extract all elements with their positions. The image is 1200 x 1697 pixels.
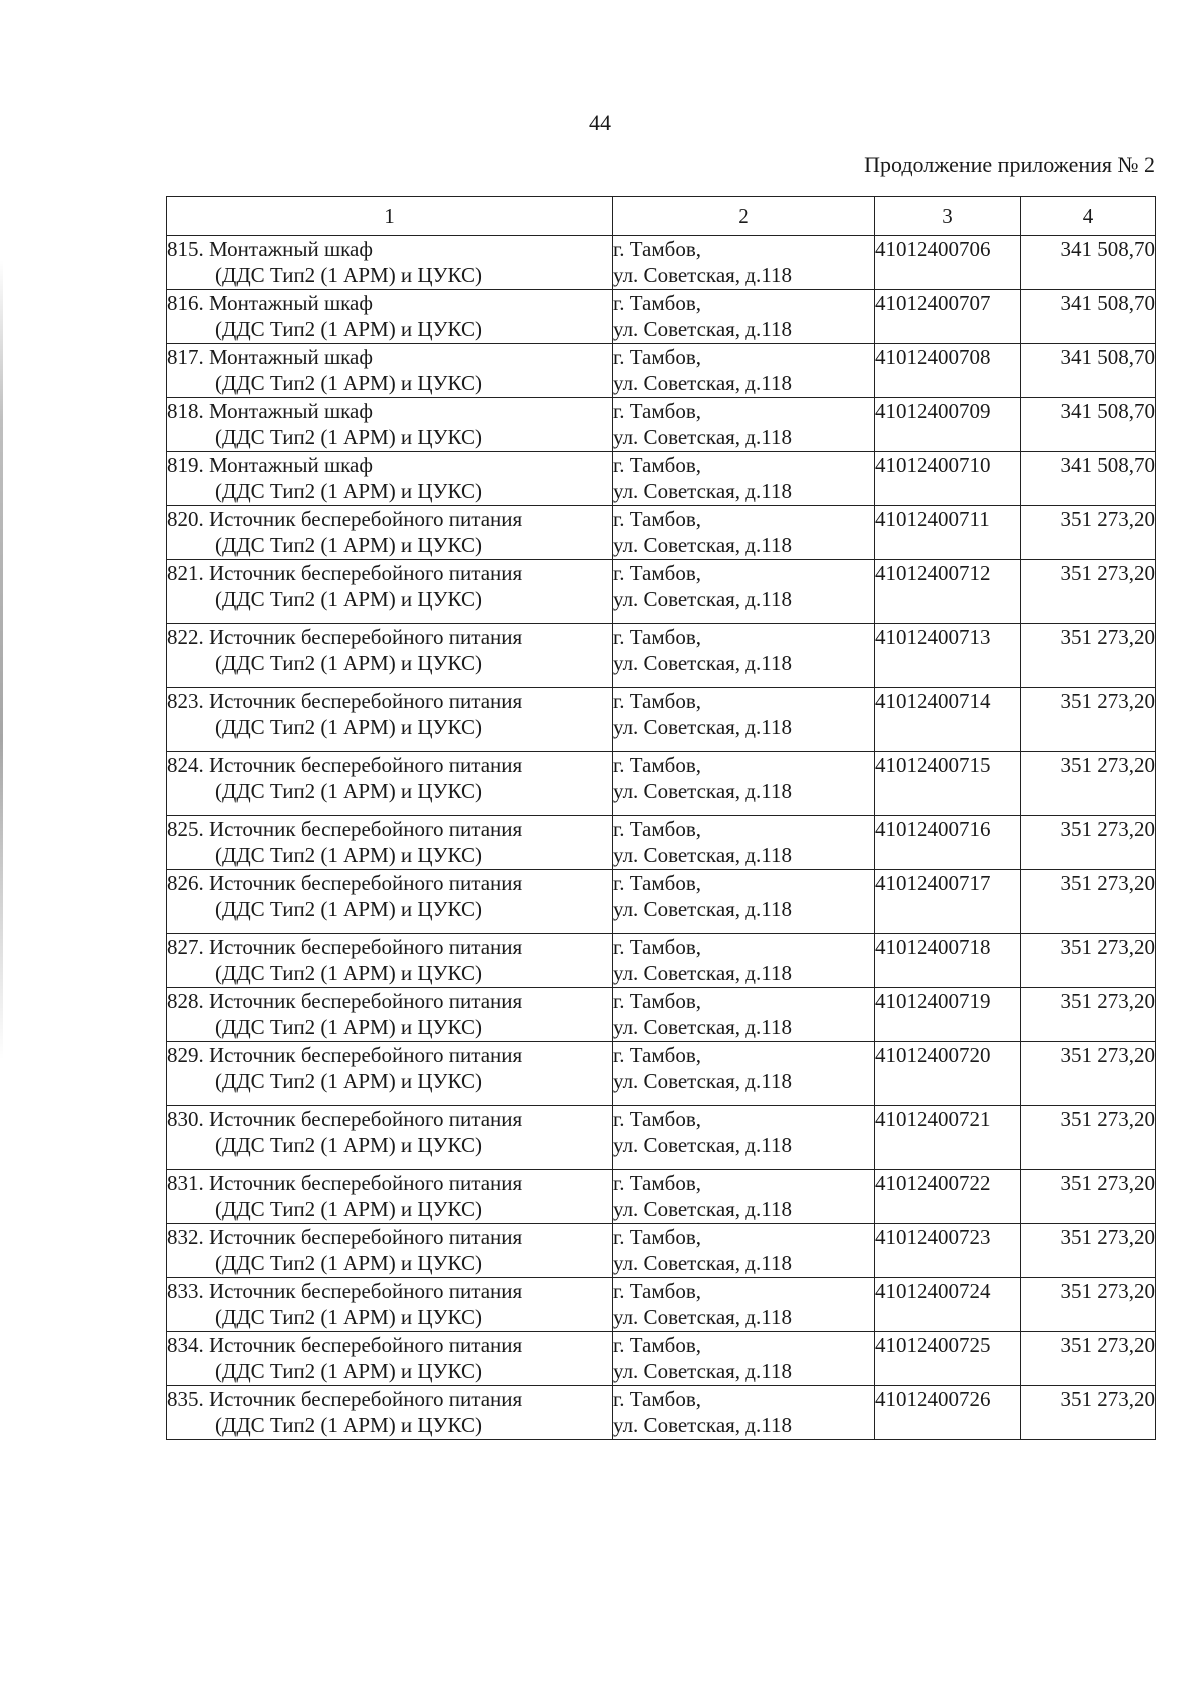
address-street: ул. Советская, д.118 bbox=[613, 1197, 792, 1221]
address-street: ул. Советская, д.118 bbox=[613, 479, 792, 503]
cost-cell: 351 273,20 bbox=[1021, 752, 1156, 816]
item-name-cell bbox=[167, 934, 613, 988]
item-name-cell bbox=[167, 452, 613, 506]
item-name-cell bbox=[167, 752, 613, 816]
address-cell bbox=[613, 752, 875, 816]
table-row bbox=[167, 236, 1156, 290]
address-street: ул. Советская, д.118 bbox=[613, 1251, 792, 1275]
address-street: ул. Советская, д.118 bbox=[613, 317, 792, 341]
address-cell bbox=[613, 1042, 875, 1106]
address-cell bbox=[613, 452, 875, 506]
table-row bbox=[167, 1170, 1156, 1224]
table-row bbox=[167, 290, 1156, 344]
address-street: ул. Советская, д.118 bbox=[613, 425, 792, 449]
address-cell bbox=[613, 1386, 875, 1440]
address-cell bbox=[613, 344, 875, 398]
item-name: Источник бесперебойного питания bbox=[209, 1107, 523, 1131]
address-city: г. Тамбов, bbox=[613, 345, 702, 369]
table-row bbox=[167, 870, 1156, 934]
item-name: Источник бесперебойного питания bbox=[209, 1279, 523, 1303]
item-name-detail: (ДДС Тип2 (1 АРМ) и ЦУКС) bbox=[215, 479, 482, 503]
address-cell bbox=[613, 988, 875, 1042]
appendix-continuation-note: Продолжение приложения № 2 bbox=[864, 152, 1155, 177]
item-number: 821. bbox=[167, 561, 204, 585]
address-cell bbox=[613, 1332, 875, 1386]
item-name-line bbox=[167, 1386, 612, 1412]
cost-cell: 341 508,70 bbox=[1021, 290, 1156, 344]
address-street: ул. Советская, д.118 bbox=[613, 533, 792, 557]
item-name: Источник бесперебойного питания bbox=[209, 753, 523, 777]
address-cell bbox=[613, 1170, 875, 1224]
item-number: 833. bbox=[167, 1279, 204, 1303]
address-city: г. Тамбов, bbox=[613, 399, 702, 423]
address-cell bbox=[613, 290, 875, 344]
item-number: 816. bbox=[167, 291, 204, 315]
address-city: г. Тамбов, bbox=[613, 1279, 702, 1303]
address-street: ул. Советская, д.118 bbox=[613, 587, 792, 611]
item-name-cell bbox=[167, 688, 613, 752]
item-name-cell bbox=[167, 506, 613, 560]
item-name-cell bbox=[167, 398, 613, 452]
item-name-line bbox=[167, 1170, 612, 1196]
cost-cell: 351 273,20 bbox=[1021, 1278, 1156, 1332]
cost-cell: 351 273,20 bbox=[1021, 1386, 1156, 1440]
table-row bbox=[167, 988, 1156, 1042]
item-name-cell bbox=[167, 1170, 613, 1224]
address-street: ул. Советская, д.118 bbox=[613, 897, 792, 921]
item-name: Источник бесперебойного питания bbox=[209, 1171, 523, 1195]
address-cell bbox=[613, 624, 875, 688]
inventory-number-cell: 41012400711 bbox=[875, 506, 1021, 560]
cost-cell: 351 273,20 bbox=[1021, 934, 1156, 988]
table-row bbox=[167, 624, 1156, 688]
address-city: г. Тамбов, bbox=[613, 935, 702, 959]
address-city: г. Тамбов, bbox=[613, 291, 702, 315]
inventory-number-cell: 41012400718 bbox=[875, 934, 1021, 988]
item-name: Источник бесперебойного питания bbox=[209, 561, 523, 585]
item-name: Источник бесперебойного питания bbox=[209, 871, 523, 895]
item-name-detail: (ДДС Тип2 (1 АРМ) и ЦУКС) bbox=[215, 897, 482, 921]
item-name-detail: (ДДС Тип2 (1 АРМ) и ЦУКС) bbox=[215, 533, 482, 557]
cost-cell: 351 273,20 bbox=[1021, 506, 1156, 560]
table-row bbox=[167, 752, 1156, 816]
item-name-line bbox=[167, 870, 612, 896]
item-name: Монтажный шкаф bbox=[209, 291, 373, 315]
inventory-number-cell: 41012400707 bbox=[875, 290, 1021, 344]
item-name-detail: (ДДС Тип2 (1 АРМ) и ЦУКС) bbox=[215, 1133, 482, 1157]
address-street: ул. Советская, д.118 bbox=[613, 371, 792, 395]
item-name-line bbox=[167, 1224, 612, 1250]
item-name-cell bbox=[167, 1224, 613, 1278]
table-row bbox=[167, 1042, 1156, 1106]
address-city: г. Тамбов, bbox=[613, 1171, 702, 1195]
inventory-number-cell: 41012400713 bbox=[875, 624, 1021, 688]
item-number: 819. bbox=[167, 453, 204, 477]
item-name-cell bbox=[167, 290, 613, 344]
cost-cell: 341 508,70 bbox=[1021, 452, 1156, 506]
address-cell bbox=[613, 688, 875, 752]
item-name-detail: (ДДС Тип2 (1 АРМ) и ЦУКС) bbox=[215, 317, 482, 341]
page-number: 44 bbox=[589, 110, 611, 135]
item-name-cell bbox=[167, 236, 613, 290]
item-name: Источник бесперебойного питания bbox=[209, 989, 523, 1013]
item-number: 832. bbox=[167, 1225, 204, 1249]
address-city: г. Тамбов, bbox=[613, 871, 702, 895]
inventory-number-cell: 41012400709 bbox=[875, 398, 1021, 452]
column-header-3: 3 bbox=[875, 197, 1021, 236]
address-city: г. Тамбов, bbox=[613, 1043, 702, 1067]
cost-cell: 351 273,20 bbox=[1021, 688, 1156, 752]
address-city: г. Тамбов, bbox=[613, 989, 702, 1013]
address-street: ул. Советская, д.118 bbox=[613, 1015, 792, 1039]
inventory-number-cell: 41012400717 bbox=[875, 870, 1021, 934]
inventory-number-cell: 41012400723 bbox=[875, 1224, 1021, 1278]
item-name-detail: (ДДС Тип2 (1 АРМ) и ЦУКС) bbox=[215, 779, 482, 803]
address-cell bbox=[613, 1224, 875, 1278]
item-name-line bbox=[167, 398, 612, 424]
address-city: г. Тамбов, bbox=[613, 237, 702, 261]
address-city: г. Тамбов, bbox=[613, 1225, 702, 1249]
address-city: г. Тамбов, bbox=[613, 689, 702, 713]
item-name-detail: (ДДС Тип2 (1 АРМ) и ЦУКС) bbox=[215, 1069, 482, 1093]
address-cell bbox=[613, 560, 875, 624]
item-name-line bbox=[167, 344, 612, 370]
scan-edge-shadow bbox=[0, 260, 3, 1060]
address-cell bbox=[613, 934, 875, 988]
address-cell bbox=[613, 1106, 875, 1170]
cost-cell: 341 508,70 bbox=[1021, 398, 1156, 452]
inventory-number-cell: 41012400726 bbox=[875, 1386, 1021, 1440]
item-name: Источник бесперебойного питания bbox=[209, 507, 523, 531]
inventory-number-cell: 41012400724 bbox=[875, 1278, 1021, 1332]
item-name-detail: (ДДС Тип2 (1 АРМ) и ЦУКС) bbox=[215, 843, 482, 867]
item-name-detail: (ДДС Тип2 (1 АРМ) и ЦУКС) bbox=[215, 425, 482, 449]
inventory-number-cell: 41012400708 bbox=[875, 344, 1021, 398]
item-name-cell bbox=[167, 1278, 613, 1332]
item-name-line bbox=[167, 752, 612, 778]
cost-cell: 351 273,20 bbox=[1021, 816, 1156, 870]
item-name-line bbox=[167, 688, 612, 714]
item-name-line bbox=[167, 560, 612, 586]
address-street: ул. Советская, д.118 bbox=[613, 843, 792, 867]
address-street: ул. Советская, д.118 bbox=[613, 1133, 792, 1157]
table-row bbox=[167, 1278, 1156, 1332]
address-street: ул. Советская, д.118 bbox=[613, 651, 792, 675]
item-name-detail: (ДДС Тип2 (1 АРМ) и ЦУКС) bbox=[215, 961, 482, 985]
address-cell bbox=[613, 506, 875, 560]
item-name-detail: (ДДС Тип2 (1 АРМ) и ЦУКС) bbox=[215, 1251, 482, 1275]
item-number: 830. bbox=[167, 1107, 204, 1131]
inventory-number-cell: 41012400716 bbox=[875, 816, 1021, 870]
address-street: ул. Советская, д.118 bbox=[613, 779, 792, 803]
table-row bbox=[167, 1386, 1156, 1440]
table-row bbox=[167, 560, 1156, 624]
table-row bbox=[167, 1224, 1156, 1278]
inventory-number-cell: 41012400706 bbox=[875, 236, 1021, 290]
item-name-detail: (ДДС Тип2 (1 АРМ) и ЦУКС) bbox=[215, 263, 482, 287]
item-name-detail: (ДДС Тип2 (1 АРМ) и ЦУКС) bbox=[215, 651, 482, 675]
inventory-number-cell: 41012400712 bbox=[875, 560, 1021, 624]
table-row bbox=[167, 1332, 1156, 1386]
item-name-line bbox=[167, 1106, 612, 1132]
item-number: 827. bbox=[167, 935, 204, 959]
item-name: Источник бесперебойного питания bbox=[209, 1333, 523, 1357]
address-city: г. Тамбов, bbox=[613, 507, 702, 531]
address-city: г. Тамбов, bbox=[613, 1333, 702, 1357]
item-name-detail: (ДДС Тип2 (1 АРМ) и ЦУКС) bbox=[215, 1015, 482, 1039]
item-name: Источник бесперебойного питания bbox=[209, 1225, 523, 1249]
table-row bbox=[167, 344, 1156, 398]
cost-cell: 351 273,20 bbox=[1021, 560, 1156, 624]
address-city: г. Тамбов, bbox=[613, 453, 702, 477]
address-cell bbox=[613, 816, 875, 870]
table-body bbox=[167, 236, 1156, 1440]
item-name-line bbox=[167, 624, 612, 650]
cost-cell: 351 273,20 bbox=[1021, 624, 1156, 688]
table-header-row bbox=[167, 197, 1156, 236]
item-name: Монтажный шкаф bbox=[209, 345, 373, 369]
item-name-cell bbox=[167, 816, 613, 870]
item-name-line bbox=[167, 1332, 612, 1358]
address-street: ул. Советская, д.118 bbox=[613, 1413, 792, 1437]
property-registry-table bbox=[166, 196, 1156, 1440]
item-name-cell bbox=[167, 344, 613, 398]
address-cell bbox=[613, 236, 875, 290]
cost-cell: 351 273,20 bbox=[1021, 870, 1156, 934]
item-number: 825. bbox=[167, 817, 204, 841]
address-city: г. Тамбов, bbox=[613, 1107, 702, 1131]
item-number: 828. bbox=[167, 989, 204, 1013]
inventory-number-cell: 41012400715 bbox=[875, 752, 1021, 816]
item-name: Источник бесперебойного питания bbox=[209, 1387, 523, 1411]
table-row bbox=[167, 688, 1156, 752]
item-name-cell bbox=[167, 1106, 613, 1170]
address-cell bbox=[613, 870, 875, 934]
item-name: Монтажный шкаф bbox=[209, 237, 373, 261]
inventory-number-cell: 41012400710 bbox=[875, 452, 1021, 506]
inventory-number-cell: 41012400719 bbox=[875, 988, 1021, 1042]
item-number: 818. bbox=[167, 399, 204, 423]
item-name-line bbox=[167, 988, 612, 1014]
item-name: Источник бесперебойного питания bbox=[209, 935, 523, 959]
item-number: 822. bbox=[167, 625, 204, 649]
inventory-number-cell: 41012400721 bbox=[875, 1106, 1021, 1170]
item-name-cell bbox=[167, 624, 613, 688]
item-number: 815. bbox=[167, 237, 204, 261]
item-name-line bbox=[167, 452, 612, 478]
item-name-detail: (ДДС Тип2 (1 АРМ) и ЦУКС) bbox=[215, 1305, 482, 1329]
column-header-4: 4 bbox=[1021, 197, 1156, 236]
inventory-number-cell: 41012400720 bbox=[875, 1042, 1021, 1106]
column-header-1: 1 bbox=[167, 197, 613, 236]
item-name-cell bbox=[167, 560, 613, 624]
cost-cell: 351 273,20 bbox=[1021, 1332, 1156, 1386]
inventory-number-cell: 41012400722 bbox=[875, 1170, 1021, 1224]
item-name-line bbox=[167, 1042, 612, 1068]
item-name: Источник бесперебойного питания bbox=[209, 1043, 523, 1067]
item-name-detail: (ДДС Тип2 (1 АРМ) и ЦУКС) bbox=[215, 371, 482, 395]
item-name: Источник бесперебойного питания bbox=[209, 689, 523, 713]
address-street: ул. Советская, д.118 bbox=[613, 263, 792, 287]
item-name-cell bbox=[167, 870, 613, 934]
item-name: Источник бесперебойного питания bbox=[209, 625, 523, 649]
item-name-cell bbox=[167, 1042, 613, 1106]
table-row bbox=[167, 398, 1156, 452]
item-number: 831. bbox=[167, 1171, 204, 1195]
address-cell bbox=[613, 398, 875, 452]
item-name-detail: (ДДС Тип2 (1 АРМ) и ЦУКС) bbox=[215, 715, 482, 739]
address-street: ул. Советская, д.118 bbox=[613, 1359, 792, 1383]
item-number: 820. bbox=[167, 507, 204, 531]
item-number: 826. bbox=[167, 871, 204, 895]
address-city: г. Тамбов, bbox=[613, 817, 702, 841]
item-name-detail: (ДДС Тип2 (1 АРМ) и ЦУКС) bbox=[215, 1359, 482, 1383]
item-number: 823. bbox=[167, 689, 204, 713]
item-name-line bbox=[167, 506, 612, 532]
item-name: Монтажный шкаф bbox=[209, 453, 373, 477]
address-city: г. Тамбов, bbox=[613, 753, 702, 777]
address-city: г. Тамбов, bbox=[613, 1387, 702, 1411]
address-street: ул. Советская, д.118 bbox=[613, 1069, 792, 1093]
address-street: ул. Советская, д.118 bbox=[613, 961, 792, 985]
item-name-line bbox=[167, 934, 612, 960]
item-name-line bbox=[167, 236, 612, 262]
table-row bbox=[167, 816, 1156, 870]
item-number: 829. bbox=[167, 1043, 204, 1067]
item-name-detail: (ДДС Тип2 (1 АРМ) и ЦУКС) bbox=[215, 1413, 482, 1437]
item-name-cell bbox=[167, 1386, 613, 1440]
item-name-cell bbox=[167, 988, 613, 1042]
item-name-line bbox=[167, 290, 612, 316]
item-number: 835. bbox=[167, 1387, 204, 1411]
address-cell bbox=[613, 1278, 875, 1332]
item-name-detail: (ДДС Тип2 (1 АРМ) и ЦУКС) bbox=[215, 1197, 482, 1221]
inventory-number-cell: 41012400714 bbox=[875, 688, 1021, 752]
address-city: г. Тамбов, bbox=[613, 561, 702, 585]
inventory-number-cell: 41012400725 bbox=[875, 1332, 1021, 1386]
item-name-cell bbox=[167, 1332, 613, 1386]
item-name-line bbox=[167, 816, 612, 842]
cost-cell: 351 273,20 bbox=[1021, 988, 1156, 1042]
column-header-2: 2 bbox=[613, 197, 875, 236]
table-row bbox=[167, 452, 1156, 506]
item-number: 817. bbox=[167, 345, 204, 369]
table-row bbox=[167, 934, 1156, 988]
cost-cell: 351 273,20 bbox=[1021, 1042, 1156, 1106]
item-name: Источник бесперебойного питания bbox=[209, 817, 523, 841]
item-number: 834. bbox=[167, 1333, 204, 1357]
cost-cell: 341 508,70 bbox=[1021, 236, 1156, 290]
cost-cell: 351 273,20 bbox=[1021, 1106, 1156, 1170]
cost-cell: 351 273,20 bbox=[1021, 1224, 1156, 1278]
item-name-detail: (ДДС Тип2 (1 АРМ) и ЦУКС) bbox=[215, 587, 482, 611]
address-street: ул. Советская, д.118 bbox=[613, 1305, 792, 1329]
item-number: 824. bbox=[167, 753, 204, 777]
address-city: г. Тамбов, bbox=[613, 625, 702, 649]
address-street: ул. Советская, д.118 bbox=[613, 715, 792, 739]
item-name-line bbox=[167, 1278, 612, 1304]
cost-cell: 341 508,70 bbox=[1021, 344, 1156, 398]
cost-cell: 351 273,20 bbox=[1021, 1170, 1156, 1224]
table-row bbox=[167, 506, 1156, 560]
item-name: Монтажный шкаф bbox=[209, 399, 373, 423]
table-row bbox=[167, 1106, 1156, 1170]
